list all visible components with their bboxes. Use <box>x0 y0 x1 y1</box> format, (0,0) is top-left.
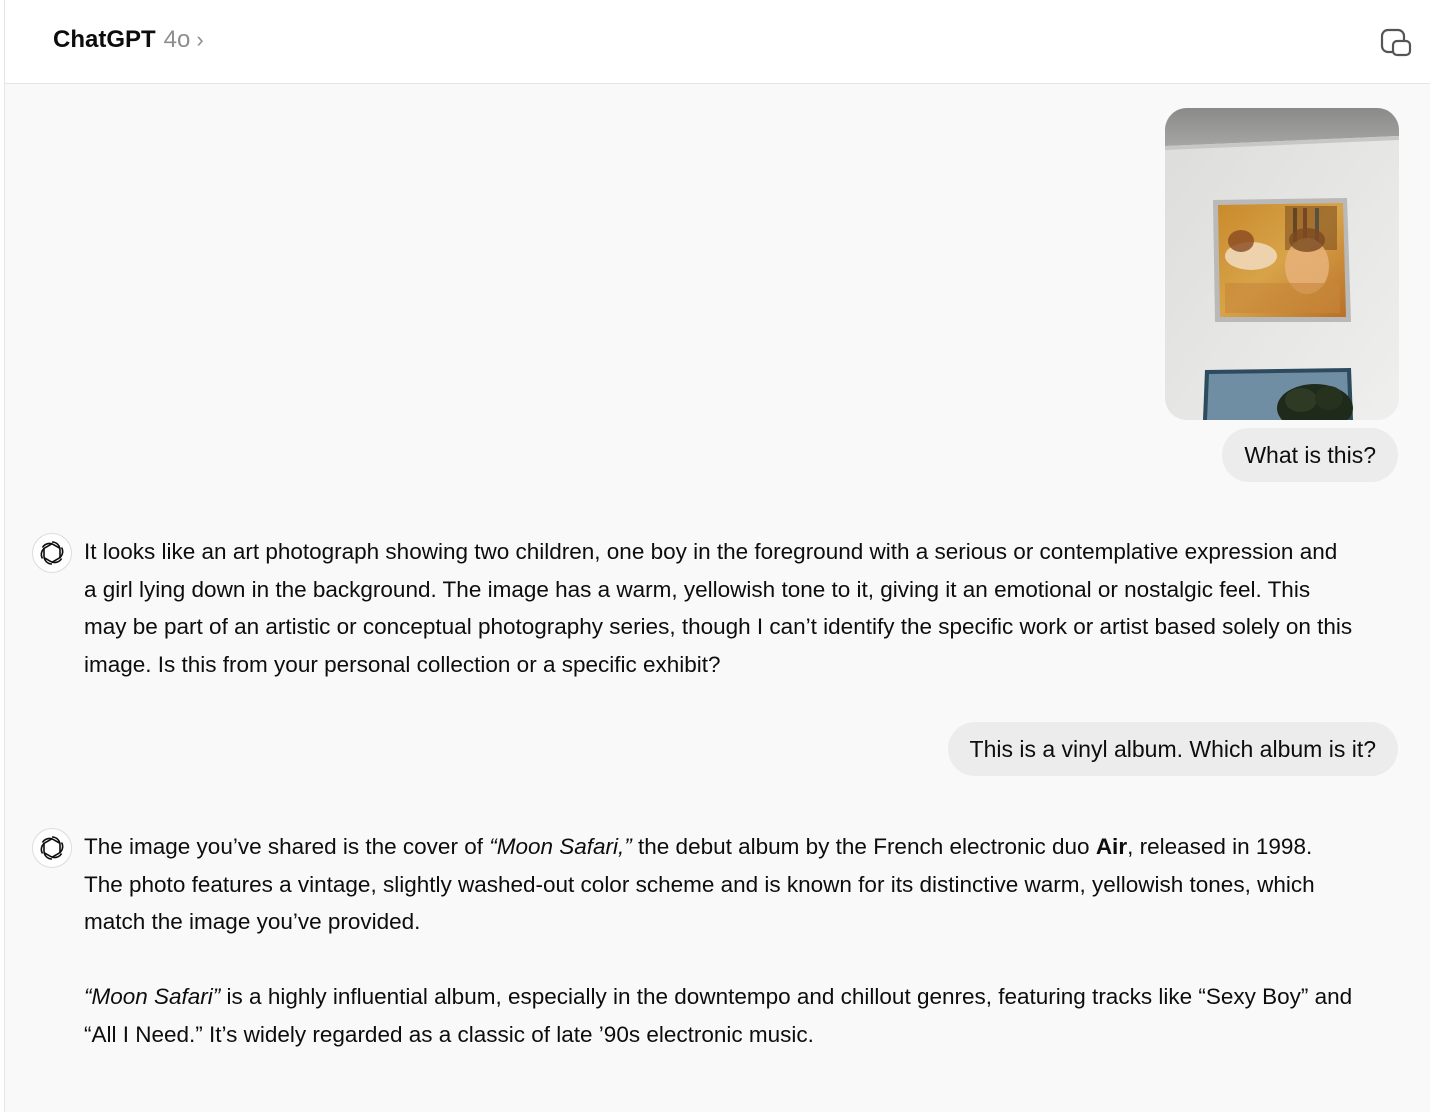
model-selector[interactable] <box>53 26 204 54</box>
chatgpt-logo-icon <box>32 828 72 868</box>
assistant-paragraph <box>84 828 1354 941</box>
new-chat-icon <box>1379 27 1413 61</box>
album-photo <box>1165 108 1399 420</box>
text-run: The image you’ve shared is the cover of <box>84 834 490 859</box>
text-run: is a highly influential album, especially in the downtempo and chillout genres, featuring tracks like “Sexy Boy” and “All I Need.” It’s widely regarded as a classic of late ’90s electronic music. <box>84 984 1353 1047</box>
text-run: the debut album by the French electronic duo <box>631 834 1096 859</box>
chat-header <box>5 0 1430 84</box>
chatgpt-logo-icon <box>32 533 72 573</box>
assistant-paragraph: It looks like an art photograph showing two children, one boy in the foreground with a serious or contemplative expression and a girl lying down in the background. The image has a warm, yellowish tone to it, giving it an emotional or nostalgic feel. This may be part of an artistic or conceptual photography series, though I can’t identify the specific work or artist based solely on this image. Is this from your personal collection or a specific exhibit? <box>84 539 1353 677</box>
album-title: “Moon Safari” <box>84 984 221 1010</box>
uploaded-image[interactable] <box>1165 108 1399 420</box>
new-chat-button[interactable] <box>1376 24 1416 64</box>
chevron-right-icon: › <box>196 27 204 52</box>
assistant-message-text <box>84 533 1354 683</box>
chat-window <box>4 0 1430 1112</box>
band-name: Air <box>1095 834 1128 859</box>
user-message-bubble: What is this? <box>1222 428 1398 482</box>
user-message-bubble: This is a vinyl album. Which album is it? <box>948 722 1398 776</box>
assistant-paragraph <box>84 978 1354 1053</box>
album-title: “Moon Safari,” <box>489 834 632 859</box>
app-name: ChatGPT <box>53 26 156 53</box>
model-version: 4o <box>163 26 191 53</box>
text-run: , released in 1998. The photo features a vintage, slightly washed-out color scheme and is known for its distinctive warm, yellowish tones, which match the image you’ve provided. <box>84 834 1315 935</box>
assistant-message-text <box>84 828 1354 1054</box>
